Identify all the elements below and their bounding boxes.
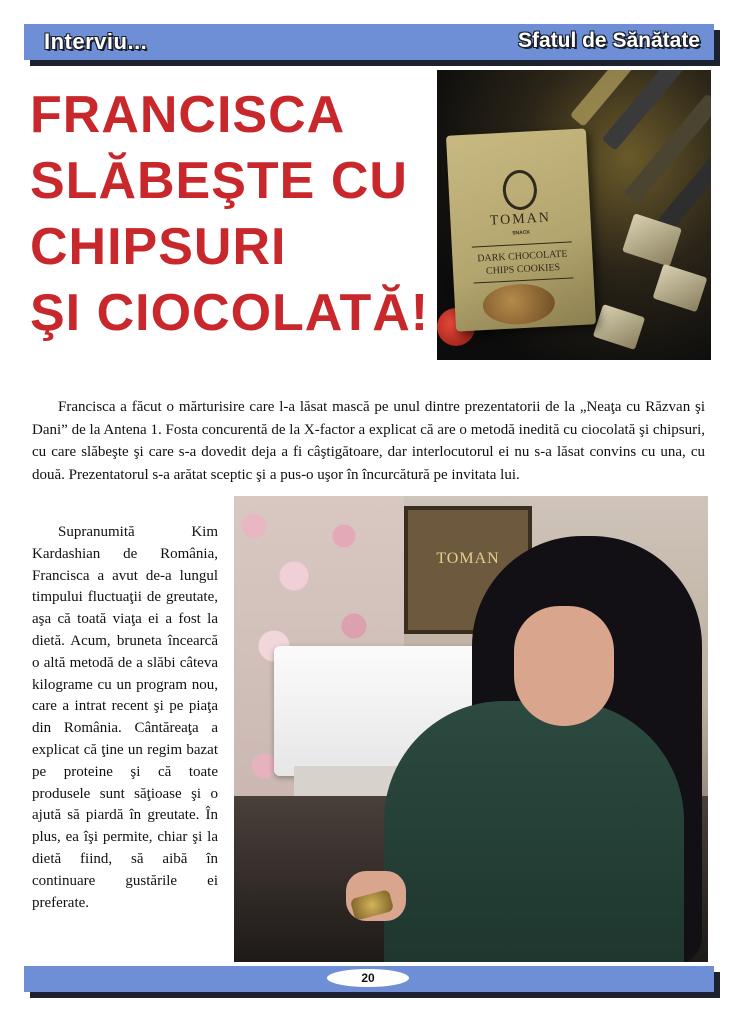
product-photo [437, 70, 711, 360]
section-label: Interviu... [44, 29, 148, 54]
title-line: ŞI CIOCOLATĂ! [30, 284, 430, 342]
pack-label-line: CHIPS COOKIES [485, 262, 561, 277]
woman-face [514, 606, 614, 726]
cookie-image [482, 282, 556, 326]
brand-logo-icon [502, 169, 538, 211]
article-title [30, 82, 430, 346]
column-label: Sfatul de Sănătate [517, 29, 700, 52]
store-photo [234, 496, 708, 962]
title-line: FRANCISCA [30, 86, 346, 144]
store-sign: TOMAN [436, 550, 500, 567]
header-bar [24, 24, 714, 60]
wrapped-candy [593, 304, 645, 350]
body-column: Supranumită Kim Kardashian de România, Francisca a avut de-a lungul timpului fluctuaţii de greutate, aşa că toată viaţa ei a fost la dietă. Acum, bruneta încearcă o altă metodă de a slăbi câteva kilograme cu un program nou, care a intrat recent şi pe piaţa din România. Cântăreaţa a explicat că ţine un regim bazat pe proteine şi că toate produsele sunt săţioase şi o ajută să piardă în greutate. În plus, ea îşi permite, chiar şi la dietă fiind, să aibă în continuare gustările ei preferate. [32, 524, 218, 911]
pack-label-line: DARK CHOCOLATE [477, 248, 568, 265]
intro-paragraph: Francisca a făcut o mărturisire care l-a lăsat mască pe unul dintre prezentatorii de la „Neaţa cu Răzvan şi Dani” de la Antena 1. Fosta concurentă de la X-factor a explicat că are o metodă inedită cu ciocolată şi chipsuri, cu care slăbeşte şi care s-a dovedit deja a fi câştigătoare, dar interlocutorul ei nu s-a lăsat convins cu una, cu două. Prezentatorul s-a arătat sceptic şi a pus-o uşor în încurcătură pe invitata lui. [32, 399, 705, 483]
pack-divider [472, 241, 572, 247]
cookie-package [446, 128, 596, 331]
pack-brand: TOMAN [489, 210, 552, 229]
footer-bar [24, 966, 714, 992]
title-line: CHIPSURI [30, 218, 287, 276]
page-number: 20 [327, 969, 409, 987]
pack-sub: SNACK [512, 229, 531, 237]
wrapped-candy [653, 264, 708, 312]
pack-label [452, 246, 593, 279]
pack-divider [474, 277, 574, 283]
woman-sweater [384, 701, 684, 962]
title-line: SLĂBEŞTE CU [30, 152, 408, 210]
